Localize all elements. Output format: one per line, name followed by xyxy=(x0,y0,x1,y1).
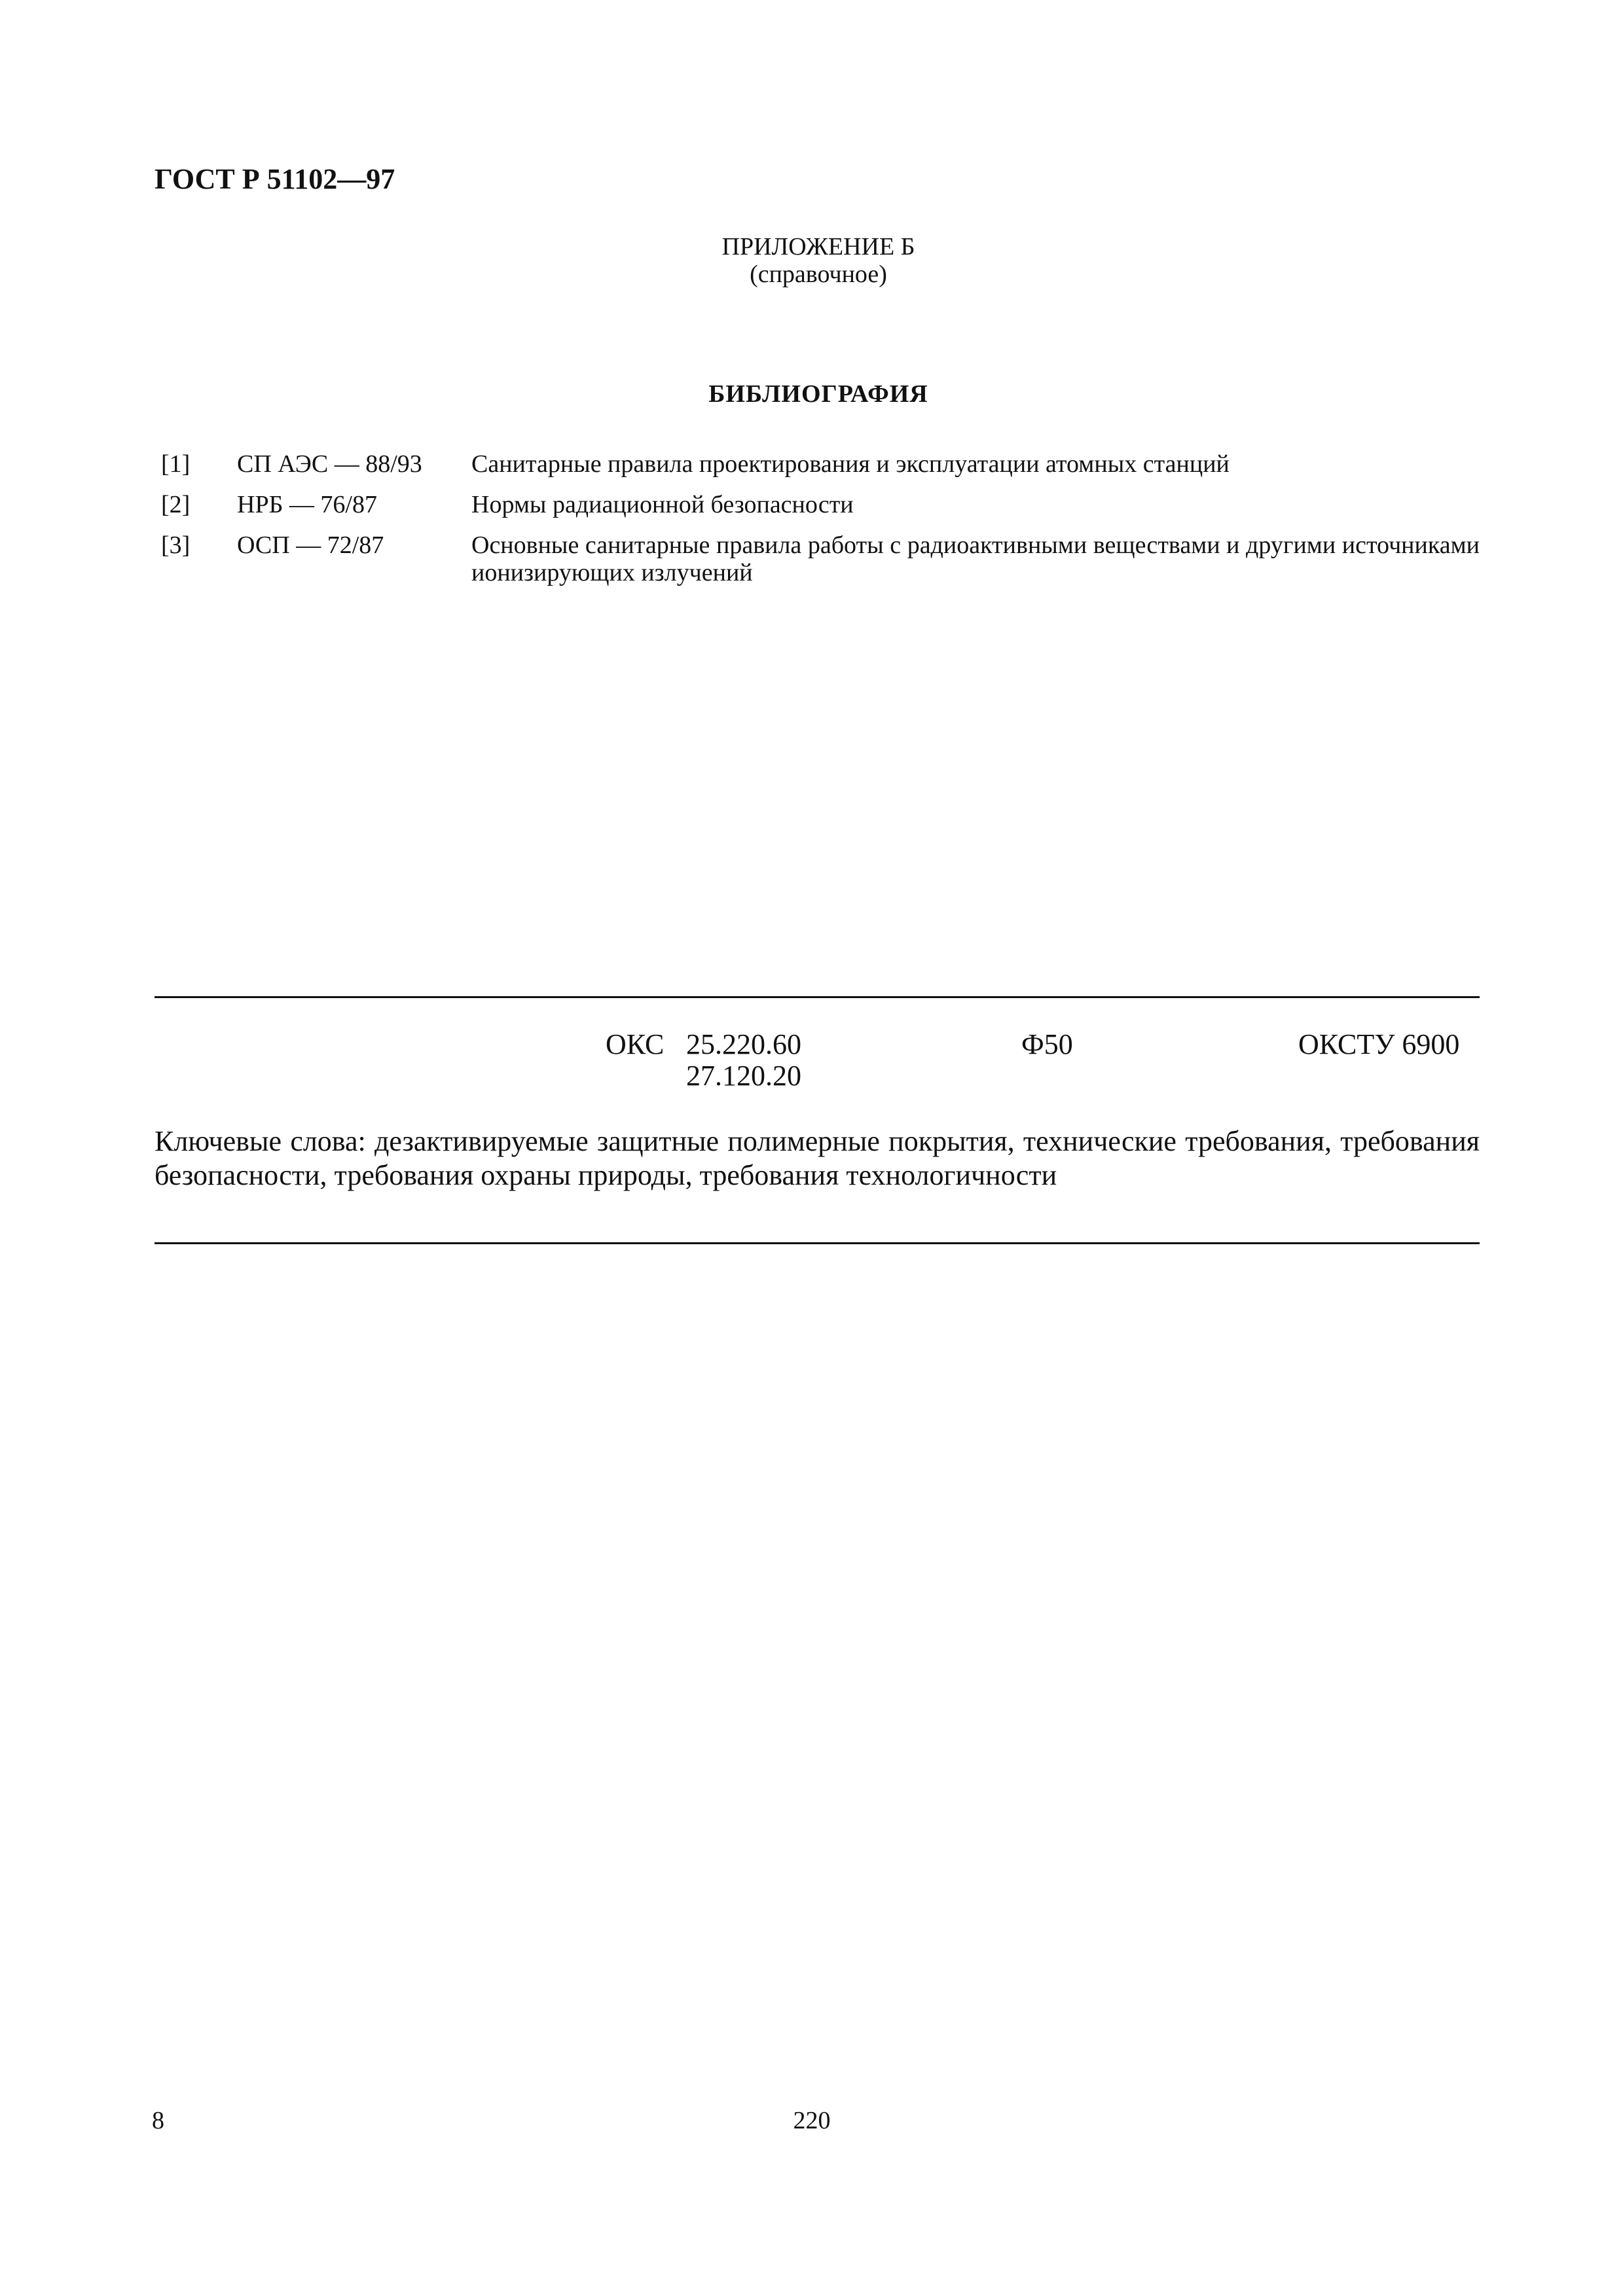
entry-number: [2] xyxy=(161,491,191,518)
entry-number: [3] xyxy=(161,531,191,559)
okstu-code: ОКСТУ 6900 xyxy=(1298,1028,1460,1060)
oks-code: 27.120.20 xyxy=(686,1060,801,1092)
entry-title: Основные санитарные правила работы с радиоактивными веществами и другими источниками ионизирующих излучений xyxy=(471,531,1480,586)
divider-bottom xyxy=(155,1242,1480,1244)
bibliography-heading: БИБЛИОГРАФИЯ xyxy=(708,380,928,408)
keywords-paragraph: Ключевые слова: дезактивируемые защитные полимерные покрытия, технические требования, требования безопасности, требования охраны природы, требования технологичности xyxy=(155,1125,1480,1191)
f-code: Ф50 xyxy=(1021,1028,1073,1060)
oks-code: 25.220.60 xyxy=(686,1028,801,1060)
appendix-subtitle: (справочное) xyxy=(750,260,887,288)
sheet-number: 220 xyxy=(793,2107,831,2134)
entry-code: СП АЭС — 88/93 xyxy=(237,450,422,478)
oks-label: ОКС xyxy=(606,1028,665,1060)
appendix-title: ПРИЛОЖЕНИЕ Б xyxy=(721,233,915,260)
entry-title: Санитарные правила проектирования и эксплуатации атомных станций xyxy=(471,450,1230,478)
page-number: 8 xyxy=(152,2107,164,2134)
entry-number: [1] xyxy=(161,450,191,478)
document-code: ГОСТ Р 51102—97 xyxy=(155,163,395,195)
entry-code: НРБ — 76/87 xyxy=(237,491,377,518)
entry-code: ОСП — 72/87 xyxy=(237,531,384,559)
divider-top xyxy=(155,996,1480,998)
entry-title: Нормы радиационной безопасности xyxy=(471,491,854,518)
